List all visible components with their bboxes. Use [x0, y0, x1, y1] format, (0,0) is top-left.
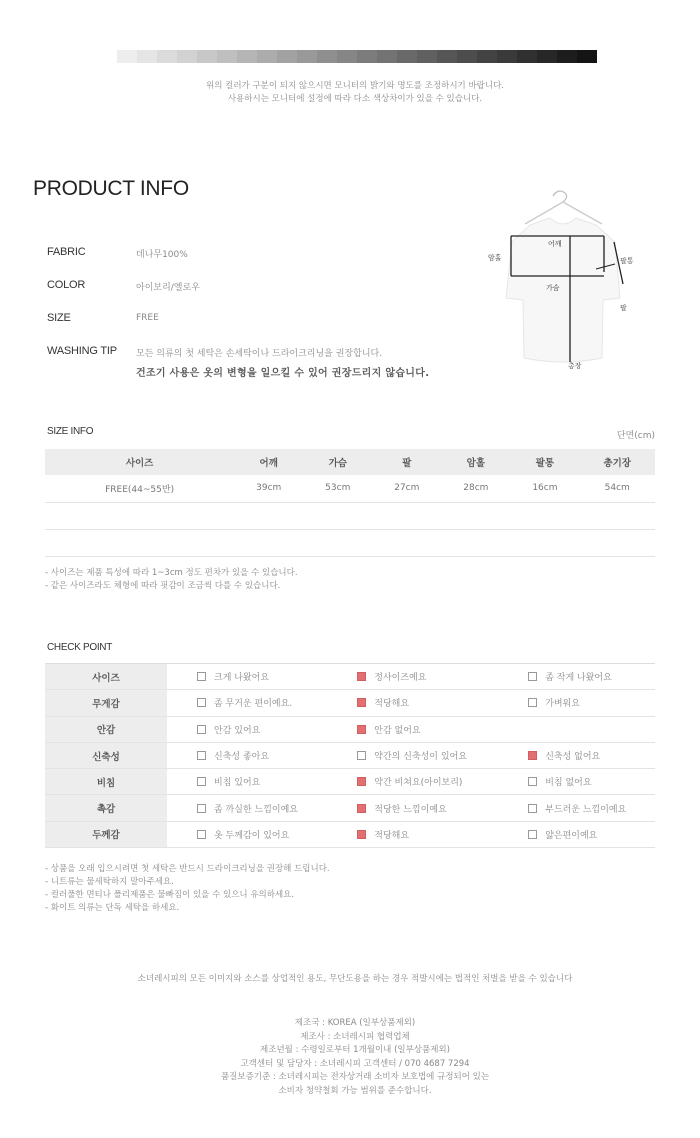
size-table-header: [45, 449, 655, 475]
gradient-step: [317, 50, 337, 63]
label-shoulder: 어깨: [548, 240, 562, 248]
gradient-step: [537, 50, 557, 63]
color-value: 아이보리/옐로우: [136, 283, 200, 293]
checked-box-icon[interactable]: [357, 672, 366, 681]
gradient-step: [457, 50, 477, 63]
check-row: [45, 690, 655, 716]
check-option: [498, 690, 655, 716]
unchecked-box-icon[interactable]: [528, 698, 537, 707]
gradient-step: [477, 50, 497, 63]
size-cell: 16cm: [510, 475, 579, 502]
size-header-cell: 팔통: [510, 449, 579, 475]
size-header-cell: 암홀: [441, 449, 510, 475]
checked-box-icon[interactable]: [528, 751, 537, 760]
size-cell: 27cm: [372, 475, 441, 502]
size-info-title: SIZE INFO: [47, 426, 94, 437]
gradient-step: [557, 50, 577, 63]
hanger-hook: [553, 191, 567, 202]
footer-line: 제조사 : 소녀레시피 협력업체: [300, 1031, 410, 1042]
check-option: [327, 742, 498, 768]
table-row-empty: [45, 529, 655, 556]
care-note: - 상품을 오래 입으시려면 첫 세탁은 반드시 드라이크리닝을 권장해 드립니다.: [45, 864, 330, 874]
gradient-step: [177, 50, 197, 63]
color-calibration-bar: [117, 50, 597, 63]
size-cell: 39cm: [234, 475, 303, 502]
check-option-label: 적당한 느낌이예요: [374, 804, 447, 815]
check-option-label: 옷 두께감이 있어요: [214, 830, 290, 841]
check-option-label: 정사이즈예요: [374, 673, 427, 684]
check-option-label: 부드러운 느낌이예요: [545, 804, 627, 815]
gradient-step: [577, 50, 597, 63]
check-option-label: 약간의 신축성이 있어요: [374, 752, 467, 763]
size-table: [45, 449, 655, 557]
check-row: [45, 795, 655, 821]
check-option: [327, 769, 498, 795]
check-option-label: 좀 작게 나왔어요: [545, 673, 612, 684]
size-header-cell: 어깨: [234, 449, 303, 475]
gradient-step: [277, 50, 297, 63]
washing-line2: 건조기 사용은 옷의 변형을 일으킬 수 있어 권장드리지 않습니다.: [136, 368, 430, 379]
check-option: [498, 664, 655, 690]
check-option-label: 얇은편이예요: [545, 830, 598, 841]
gradient-step: [137, 50, 157, 63]
unchecked-box-icon[interactable]: [528, 804, 537, 813]
footer-line: 제조국 : KOREA (일부상품제외): [294, 1018, 416, 1028]
check-option: [498, 821, 655, 847]
color-label: COLOR: [47, 279, 86, 291]
check-option-label: 비침 있어요: [214, 778, 261, 789]
check-option: [327, 821, 498, 847]
care-notes: [45, 863, 330, 915]
check-option: [327, 690, 498, 716]
unchecked-box-icon[interactable]: [197, 672, 206, 681]
check-option: [167, 795, 327, 821]
check-row: [45, 769, 655, 795]
checked-box-icon[interactable]: [357, 830, 366, 839]
gradient-step: [297, 50, 317, 63]
check-category: 무게감: [45, 690, 167, 716]
gradient-step: [397, 50, 417, 63]
check-category: 신축성: [45, 742, 167, 768]
check-option: [327, 664, 498, 690]
size-header-cell: 총기장: [579, 449, 655, 475]
size-header-cell: 사이즈: [45, 449, 234, 475]
size-cell: 28cm: [441, 475, 510, 502]
check-option: [167, 742, 327, 768]
checked-box-icon[interactable]: [357, 777, 366, 786]
unchecked-box-icon[interactable]: [197, 751, 206, 760]
shirt-shape: [506, 218, 620, 362]
size-notes: [45, 567, 298, 593]
check-option-label: 안감 있어요: [214, 725, 261, 736]
check-row: [45, 742, 655, 768]
unchecked-box-icon[interactable]: [528, 777, 537, 786]
unchecked-box-icon[interactable]: [197, 804, 206, 813]
check-option-label: 신축성 좋아요: [214, 752, 270, 763]
check-option: [498, 742, 655, 768]
check-option-label: 크게 나왔어요: [214, 673, 270, 684]
gradient-step: [157, 50, 177, 63]
check-option: [167, 821, 327, 847]
gradient-step: [197, 50, 217, 63]
fabric-label: FABRIC: [47, 246, 86, 258]
gradient-step: [337, 50, 357, 63]
label-chest: 가슴: [546, 284, 560, 292]
gradient-step: [117, 50, 137, 63]
size-header-cell: 가슴: [303, 449, 372, 475]
check-option-label: 안감 없어요: [374, 725, 421, 736]
care-note: - 화이트 의류는 단독 세탁을 하세요.: [45, 903, 180, 913]
unchecked-box-icon[interactable]: [197, 698, 206, 707]
hanger-bar: [525, 202, 602, 224]
check-option-label: 비침 없어요: [545, 778, 592, 789]
check-category: 사이즈: [45, 664, 167, 690]
gradient-step: [257, 50, 277, 63]
gradient-step: [437, 50, 457, 63]
gradient-step: [237, 50, 257, 63]
gradient-step: [517, 50, 537, 63]
check-category: 비침: [45, 769, 167, 795]
fabric-value: 데나무100%: [136, 250, 188, 260]
monitor-note-line2: 사용하시는 모니터에 설정에 따라 다소 색상차이가 있을 수 있습니다.: [227, 94, 483, 104]
unit-note: 단면(cm): [616, 431, 655, 441]
gradient-step: [217, 50, 237, 63]
label-sleeve: 팔: [620, 304, 627, 312]
checked-box-icon[interactable]: [357, 698, 366, 707]
check-row: [45, 664, 655, 690]
size-header-cell: 팔: [372, 449, 441, 475]
size-note: - 같은 사이즈라도 체형에 따라 핏감이 조금씩 다를 수 있습니다.: [45, 581, 281, 591]
check-option-label: 가벼워요: [545, 699, 580, 710]
copyright-notice: 소녀레시피의 모든 이미지와 소스를 상업적인 용도, 무단도용을 하는 경우 적발시에는 법적인 처벌을 받을 수 있습니다: [137, 974, 573, 984]
table-row: [45, 475, 655, 502]
check-category: 촉감: [45, 795, 167, 821]
washing-line1: 모든 의류의 첫 세탁은 손세탁이나 드라이크리닝을 권장합니다.: [136, 349, 383, 359]
check-option-label: 좀 무거운 편이예요.: [214, 699, 293, 710]
check-option-label: 적당해요: [374, 830, 410, 841]
size-cell: FREE(44~55반): [45, 475, 234, 502]
check-option: [167, 664, 327, 690]
label-armhole: 암홀: [488, 254, 502, 262]
size-label: SIZE: [47, 312, 71, 324]
unchecked-box-icon[interactable]: [528, 830, 537, 839]
table-row-empty: [45, 502, 655, 529]
gradient-step: [357, 50, 377, 63]
unchecked-box-icon[interactable]: [528, 672, 537, 681]
check-option-label: 좀 까실한 느낌이예요: [214, 804, 298, 815]
check-option-label: 약간 비쳐요(아이보리): [374, 778, 463, 789]
footer-line: 소비자 청약철회 가능 범위를 준수합니다.: [278, 1085, 432, 1096]
unchecked-box-icon[interactable]: [197, 725, 206, 734]
check-option: [167, 769, 327, 795]
check-option: [167, 690, 327, 716]
care-note: - 컬러풀한 면티나 폴리제품은 물빠짐이 있을 수 있으니 유의하세요.: [45, 890, 295, 900]
label-length: 총장: [568, 362, 582, 370]
check-option: [327, 716, 498, 742]
product-info-title: PRODUCT INFO: [33, 177, 189, 200]
footer-line: 고객센터 및 담당자 : 소녀레시피 고객센터 / 070 4687 7294: [240, 1058, 470, 1069]
washing-label: WASHING TIP: [47, 345, 117, 357]
size-value: FREE: [136, 313, 159, 323]
check-option: [498, 716, 655, 742]
check-category: 안감: [45, 716, 167, 742]
check-point-title: CHECK POINT: [47, 642, 113, 653]
check-option-label: 적당해요: [374, 699, 410, 710]
footer-info: [0, 1017, 700, 1098]
size-note: - 사이즈는 제품 특성에 따라 1~3cm 정도 편차가 있을 수 있습니다.: [45, 568, 298, 578]
footer-line: 품질보증기준 : 소녀레시피는 전자상거래 소비자 보호법에 규정되어 있는: [220, 1072, 490, 1082]
unchecked-box-icon[interactable]: [357, 751, 366, 760]
check-point-table: [45, 663, 655, 848]
gradient-step: [417, 50, 437, 63]
unchecked-box-icon[interactable]: [197, 777, 206, 786]
footer-line: 제조년월 : 수령일로부터 1개월이내 (일부상품제외): [260, 1045, 450, 1055]
unchecked-box-icon[interactable]: [197, 830, 206, 839]
check-option: [498, 795, 655, 821]
checked-box-icon[interactable]: [357, 804, 366, 813]
size-cell: 53cm: [303, 475, 372, 502]
size-cell: 54cm: [579, 475, 655, 502]
gradient-step: [497, 50, 517, 63]
label-sleeve-width: 팔통: [620, 257, 634, 265]
shirt-diagram: [470, 180, 670, 380]
check-option-label: 신축성 없어요: [545, 752, 601, 763]
check-option: [498, 769, 655, 795]
check-row: [45, 821, 655, 847]
check-row: [45, 716, 655, 742]
care-note: - 니트류는 물세탁하지 말아주세요.: [45, 877, 174, 887]
monitor-note-line1: 위의 컬러가 구분이 되지 않으시면 모니터의 밝기와 명도를 조정하시기 바랍니다.: [206, 81, 504, 91]
check-option: [167, 716, 327, 742]
check-option: [327, 795, 498, 821]
checked-box-icon[interactable]: [357, 725, 366, 734]
check-category: 두께감: [45, 821, 167, 847]
shirt-illustration: [470, 180, 670, 380]
monitor-note: [0, 80, 700, 106]
gradient-step: [377, 50, 397, 63]
